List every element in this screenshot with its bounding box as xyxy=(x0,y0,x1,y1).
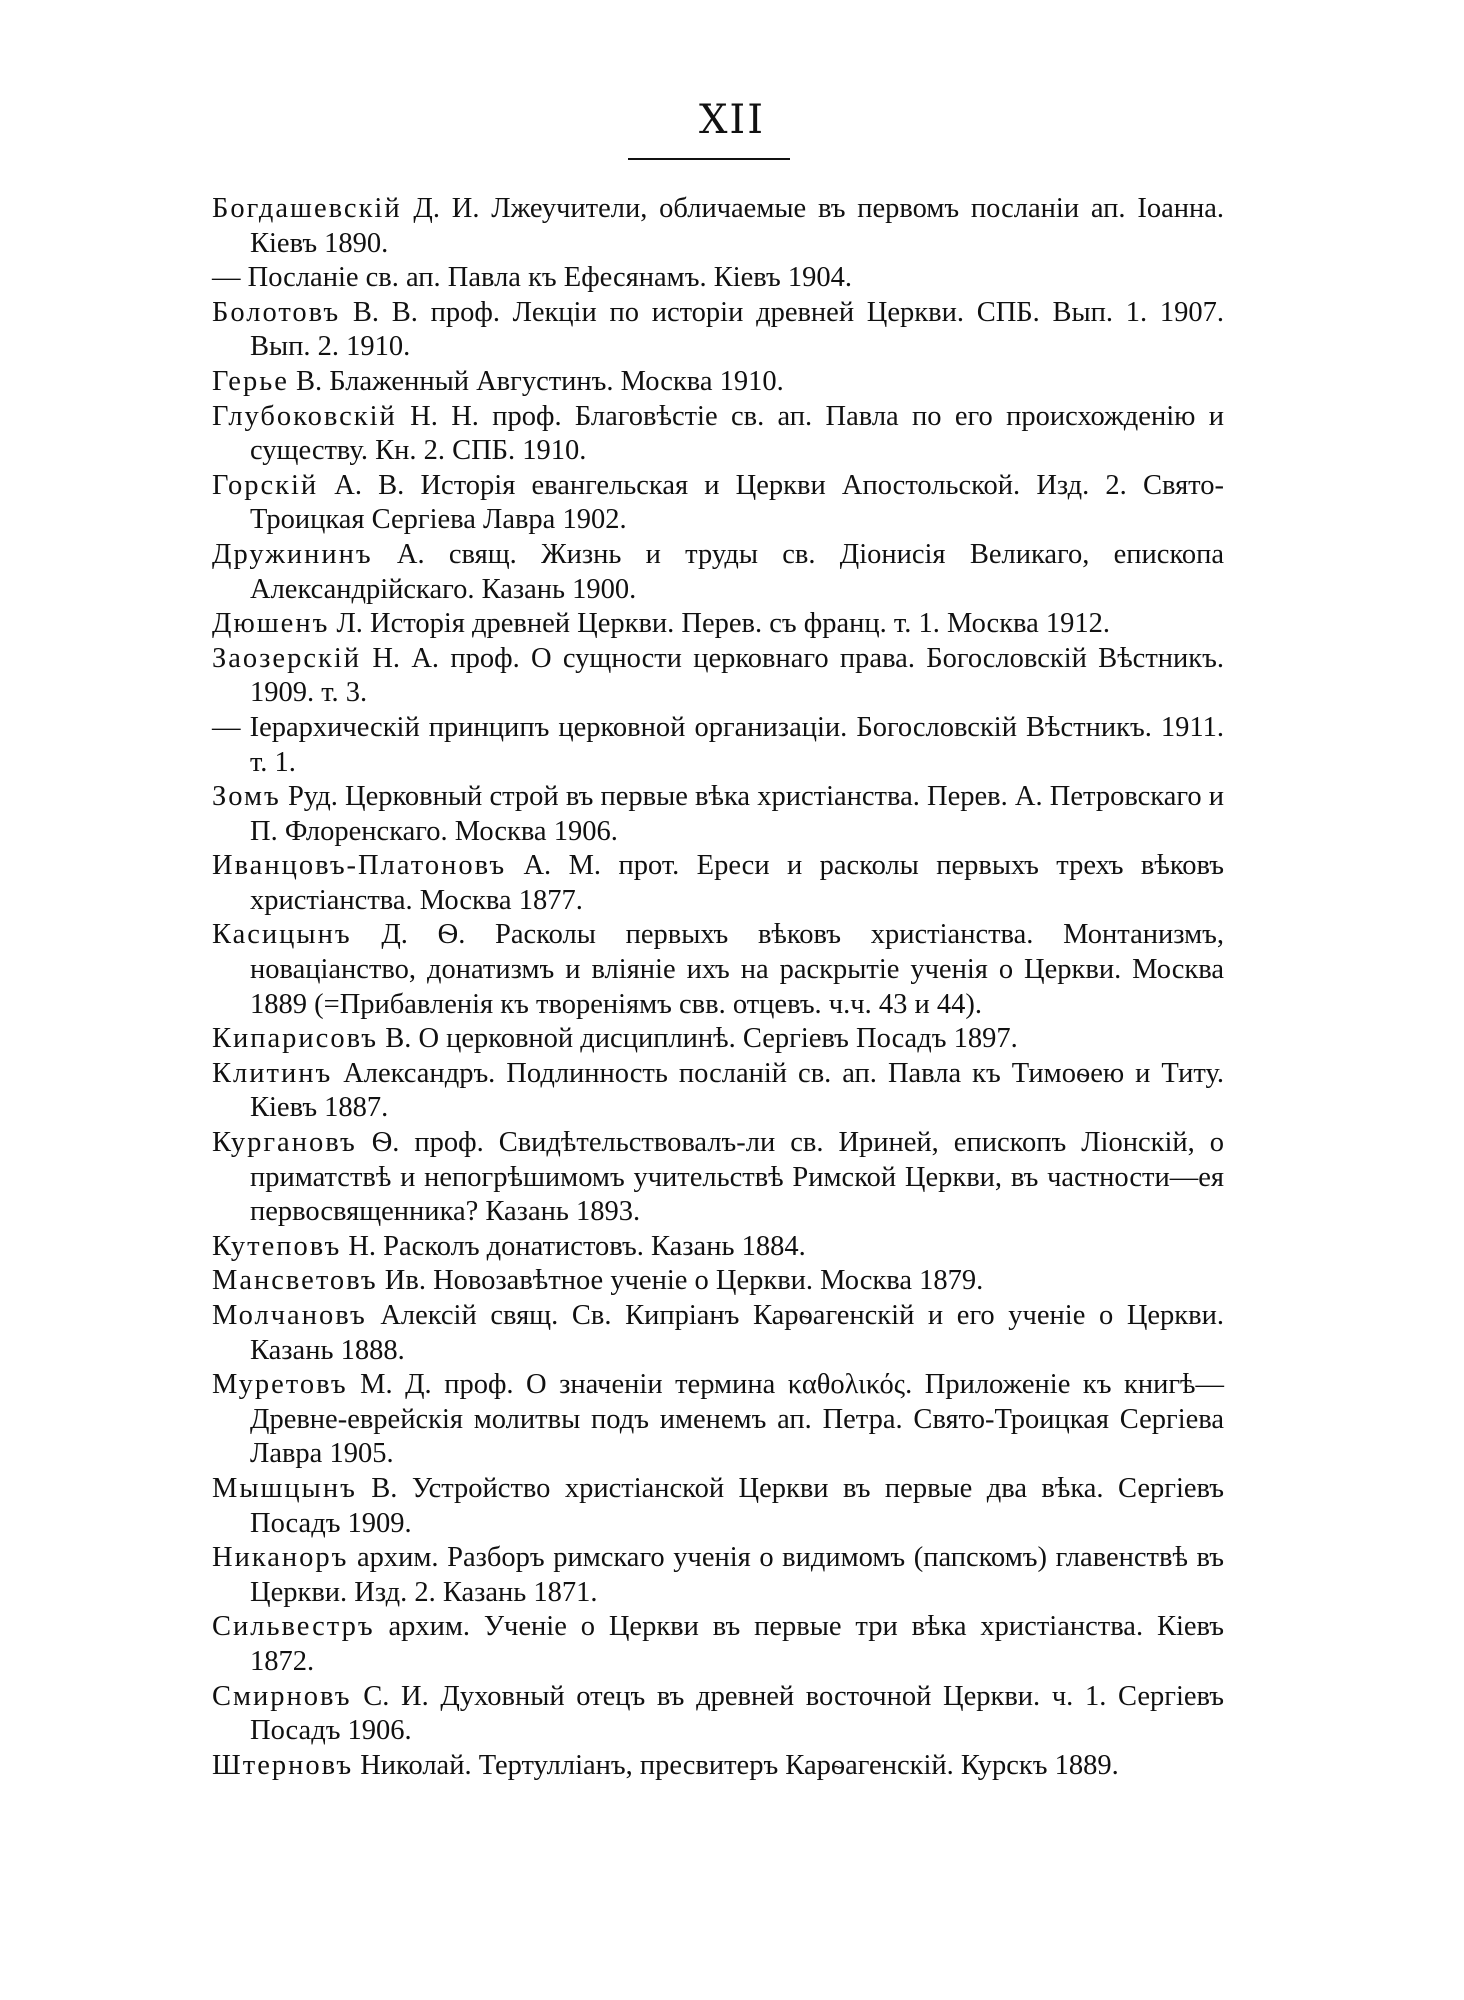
entry-author: Касицынъ xyxy=(212,919,352,951)
entry-text: Н. Расколъ донатистовъ. Казань 1884. xyxy=(341,1230,806,1262)
bibliography-entry xyxy=(212,538,1224,607)
bibliography-entry xyxy=(212,642,1224,711)
entry-author: Глубоковскій xyxy=(212,400,397,432)
entry-author: Мышцынъ xyxy=(212,1472,357,1504)
entry-text: А. М. прот. Ереси и расколы первыхъ трехъ вѣковъ христіанства. Москва 1877. xyxy=(250,850,1224,916)
entry-author: Кургановъ xyxy=(212,1127,357,1159)
bibliography-entry xyxy=(212,400,1224,469)
page-number-rule xyxy=(628,158,790,160)
bibliography-entry xyxy=(212,1680,1224,1749)
entry-author: Мансветовъ xyxy=(212,1265,378,1297)
entry-text: С. И. Духовный отецъ въ древней восточной Церкви. ч. 1. Сергіевъ Посадъ 1906. xyxy=(250,1680,1224,1747)
bibliography-entry xyxy=(212,918,1224,1022)
entry-text: Николай. Тертулліанъ, пресвитеръ Карѳагенскій. Курскъ 1889. xyxy=(353,1749,1119,1781)
bibliography-entry xyxy=(212,1472,1224,1541)
entry-text: В. В. проф. Лекціи по исторіи древней Церкви. СПБ. Вып. 1. 1907. Вып. 2. 1910. xyxy=(250,296,1224,363)
bibliography-entry xyxy=(212,1230,1224,1265)
bibliography-entry xyxy=(212,780,1224,849)
entry-author: Никаноръ xyxy=(212,1542,349,1574)
entry-author: Сильвестръ xyxy=(212,1611,375,1643)
entry-author: Муретовъ xyxy=(212,1369,348,1401)
entry-author: Клитинъ xyxy=(212,1057,333,1089)
entry-author: Штерновъ xyxy=(212,1749,354,1781)
bibliography-entry xyxy=(212,711,1224,780)
entry-text: — Іерархическій принципъ церковной организаціи. Богословскій Вѣстникъ. 1911. т. 1. xyxy=(212,711,1224,778)
entry-text: Александръ. Подлинность посланій св. ап. Павла къ Тимоѳею и Титу. Кіевъ 1887. xyxy=(250,1057,1224,1124)
entry-text: М. Д. проф. О значеніи термина καθολικός. Приложеніе къ книгѣ—Древне-еврейскія молитвы подъ именемъ ап. Петра. Свято-Троицкая Сергіева Лавра 1905. xyxy=(250,1369,1224,1470)
entry-text: Д. Ѳ. Расколы первыхъ вѣковъ христіанства. Монтанизмъ, новаціанство, донатизмъ и вліяніе ихъ на раскрытіе ученія о Церкви. Москва 1889 (=Прибавленія къ твореніямъ свв. отцевъ. ч.ч. 43 и 44). xyxy=(250,919,1224,1020)
bibliography-entry xyxy=(212,1541,1224,1610)
bibliography-entry xyxy=(212,1299,1224,1368)
bibliography-entry xyxy=(212,1022,1224,1057)
bibliography-entry xyxy=(212,849,1224,918)
entry-text: В. Устройство христіанской Церкви въ первые два вѣка. Сергіевъ Посадъ 1909. xyxy=(250,1472,1224,1539)
bibliography-entry xyxy=(212,469,1224,538)
bibliography-entry xyxy=(212,1264,1224,1299)
entry-text: Л. Исторія древней Церкви. Перев. съ франц. т. 1. Москва 1912. xyxy=(329,608,1111,640)
bibliography-entry xyxy=(212,607,1224,642)
entry-text: Руд. Церковный строй въ первые вѣка христіанства. Перев. А. Петровскаго и П. Флоренскаго. Москва 1906. xyxy=(250,781,1224,847)
bibliography-entry xyxy=(212,1749,1224,1784)
entry-author: Горскій xyxy=(212,469,319,501)
entry-text: Н. А. проф. О сущности церковнаго права. Богословскій Вѣстникъ. 1909. т. 3. xyxy=(250,642,1224,709)
bibliography-entry xyxy=(212,192,1224,261)
entry-text: Ив. Новозавѣтное ученіе о Церкви. Москва 1879. xyxy=(377,1265,984,1297)
entry-text: Ѳ. проф. Свидѣтельствовалъ-ли св. Ириней, епископъ Ліонскій, о приматствѣ и непогрѣшимомъ учительствѣ Римской Церкви, въ частности—ея первосвященника? Казань 1893. xyxy=(250,1127,1224,1228)
bibliography-entry xyxy=(212,296,1224,365)
bibliography-entry xyxy=(212,1610,1224,1679)
entry-text: архим. Разборъ римскаго ученія о видимомъ (папскомъ) главенствѣ въ Церкви. Изд. 2. Казань 1871. xyxy=(250,1542,1224,1608)
entry-text: А. свящ. Жизнь и труды св. Діонисія Великаго, епископа Александрійскаго. Казань 1900. xyxy=(250,538,1224,605)
entry-text: Н. Н. проф. Благовѣстіе св. ап. Павла по его происхожденію и существу. Кн. 2. СПБ. 1910. xyxy=(250,400,1224,467)
entry-author: Герье xyxy=(212,365,289,397)
bibliography-entry xyxy=(212,261,1224,296)
entry-author: Болотовъ xyxy=(212,296,341,328)
entry-author: Богдашевскій xyxy=(212,193,402,224)
page-number: XII xyxy=(698,97,766,143)
entry-author: Зомъ xyxy=(212,781,281,813)
entry-text: — Посланіе св. ап. Павла къ Ефесянамъ. Кіевъ 1904. xyxy=(212,262,853,294)
bibliography-entry xyxy=(212,1368,1224,1472)
entry-author: Смирновъ xyxy=(212,1680,352,1712)
bibliography-entry xyxy=(212,365,1224,400)
entry-author: Дружининъ xyxy=(212,538,373,570)
entry-text: В. О церковной дисциплинѣ. Сергіевъ Посадъ 1897. xyxy=(378,1023,1018,1055)
bibliography-entry xyxy=(212,1126,1224,1230)
entry-author: Иванцовъ-Платоновъ xyxy=(212,850,507,882)
entry-author: Дюшенъ xyxy=(212,608,330,640)
bibliography-entry xyxy=(212,1057,1224,1126)
entry-author: Кутеповъ xyxy=(212,1230,342,1262)
entry-text: Д. И. Лжеучители, обличаемые въ первомъ посланіи ап. Іоанна. Кіевъ 1890. xyxy=(250,193,1224,259)
entry-author: Кипарисовъ xyxy=(212,1023,379,1055)
entry-text: А. В. Исторія евангельская и Церкви Апостольской. Изд. 2. Свято-Троицкая Сергіева Лавра 1902. xyxy=(250,469,1224,536)
entry-text: Алексій свящ. Св. Кипріанъ Карѳагенскій и его ученіе о Церкви. Казань 1888. xyxy=(250,1300,1224,1366)
entry-text: В. Блаженный Августинъ. Москва 1910. xyxy=(288,365,784,397)
entry-author: Молчановъ xyxy=(212,1300,367,1331)
bibliography-list xyxy=(212,192,1224,1783)
entry-text: архим. Ученіе о Церкви въ первые три вѣка христіанства. Кіевъ 1872. xyxy=(250,1611,1224,1677)
entry-author: Заозерскій xyxy=(212,642,362,674)
